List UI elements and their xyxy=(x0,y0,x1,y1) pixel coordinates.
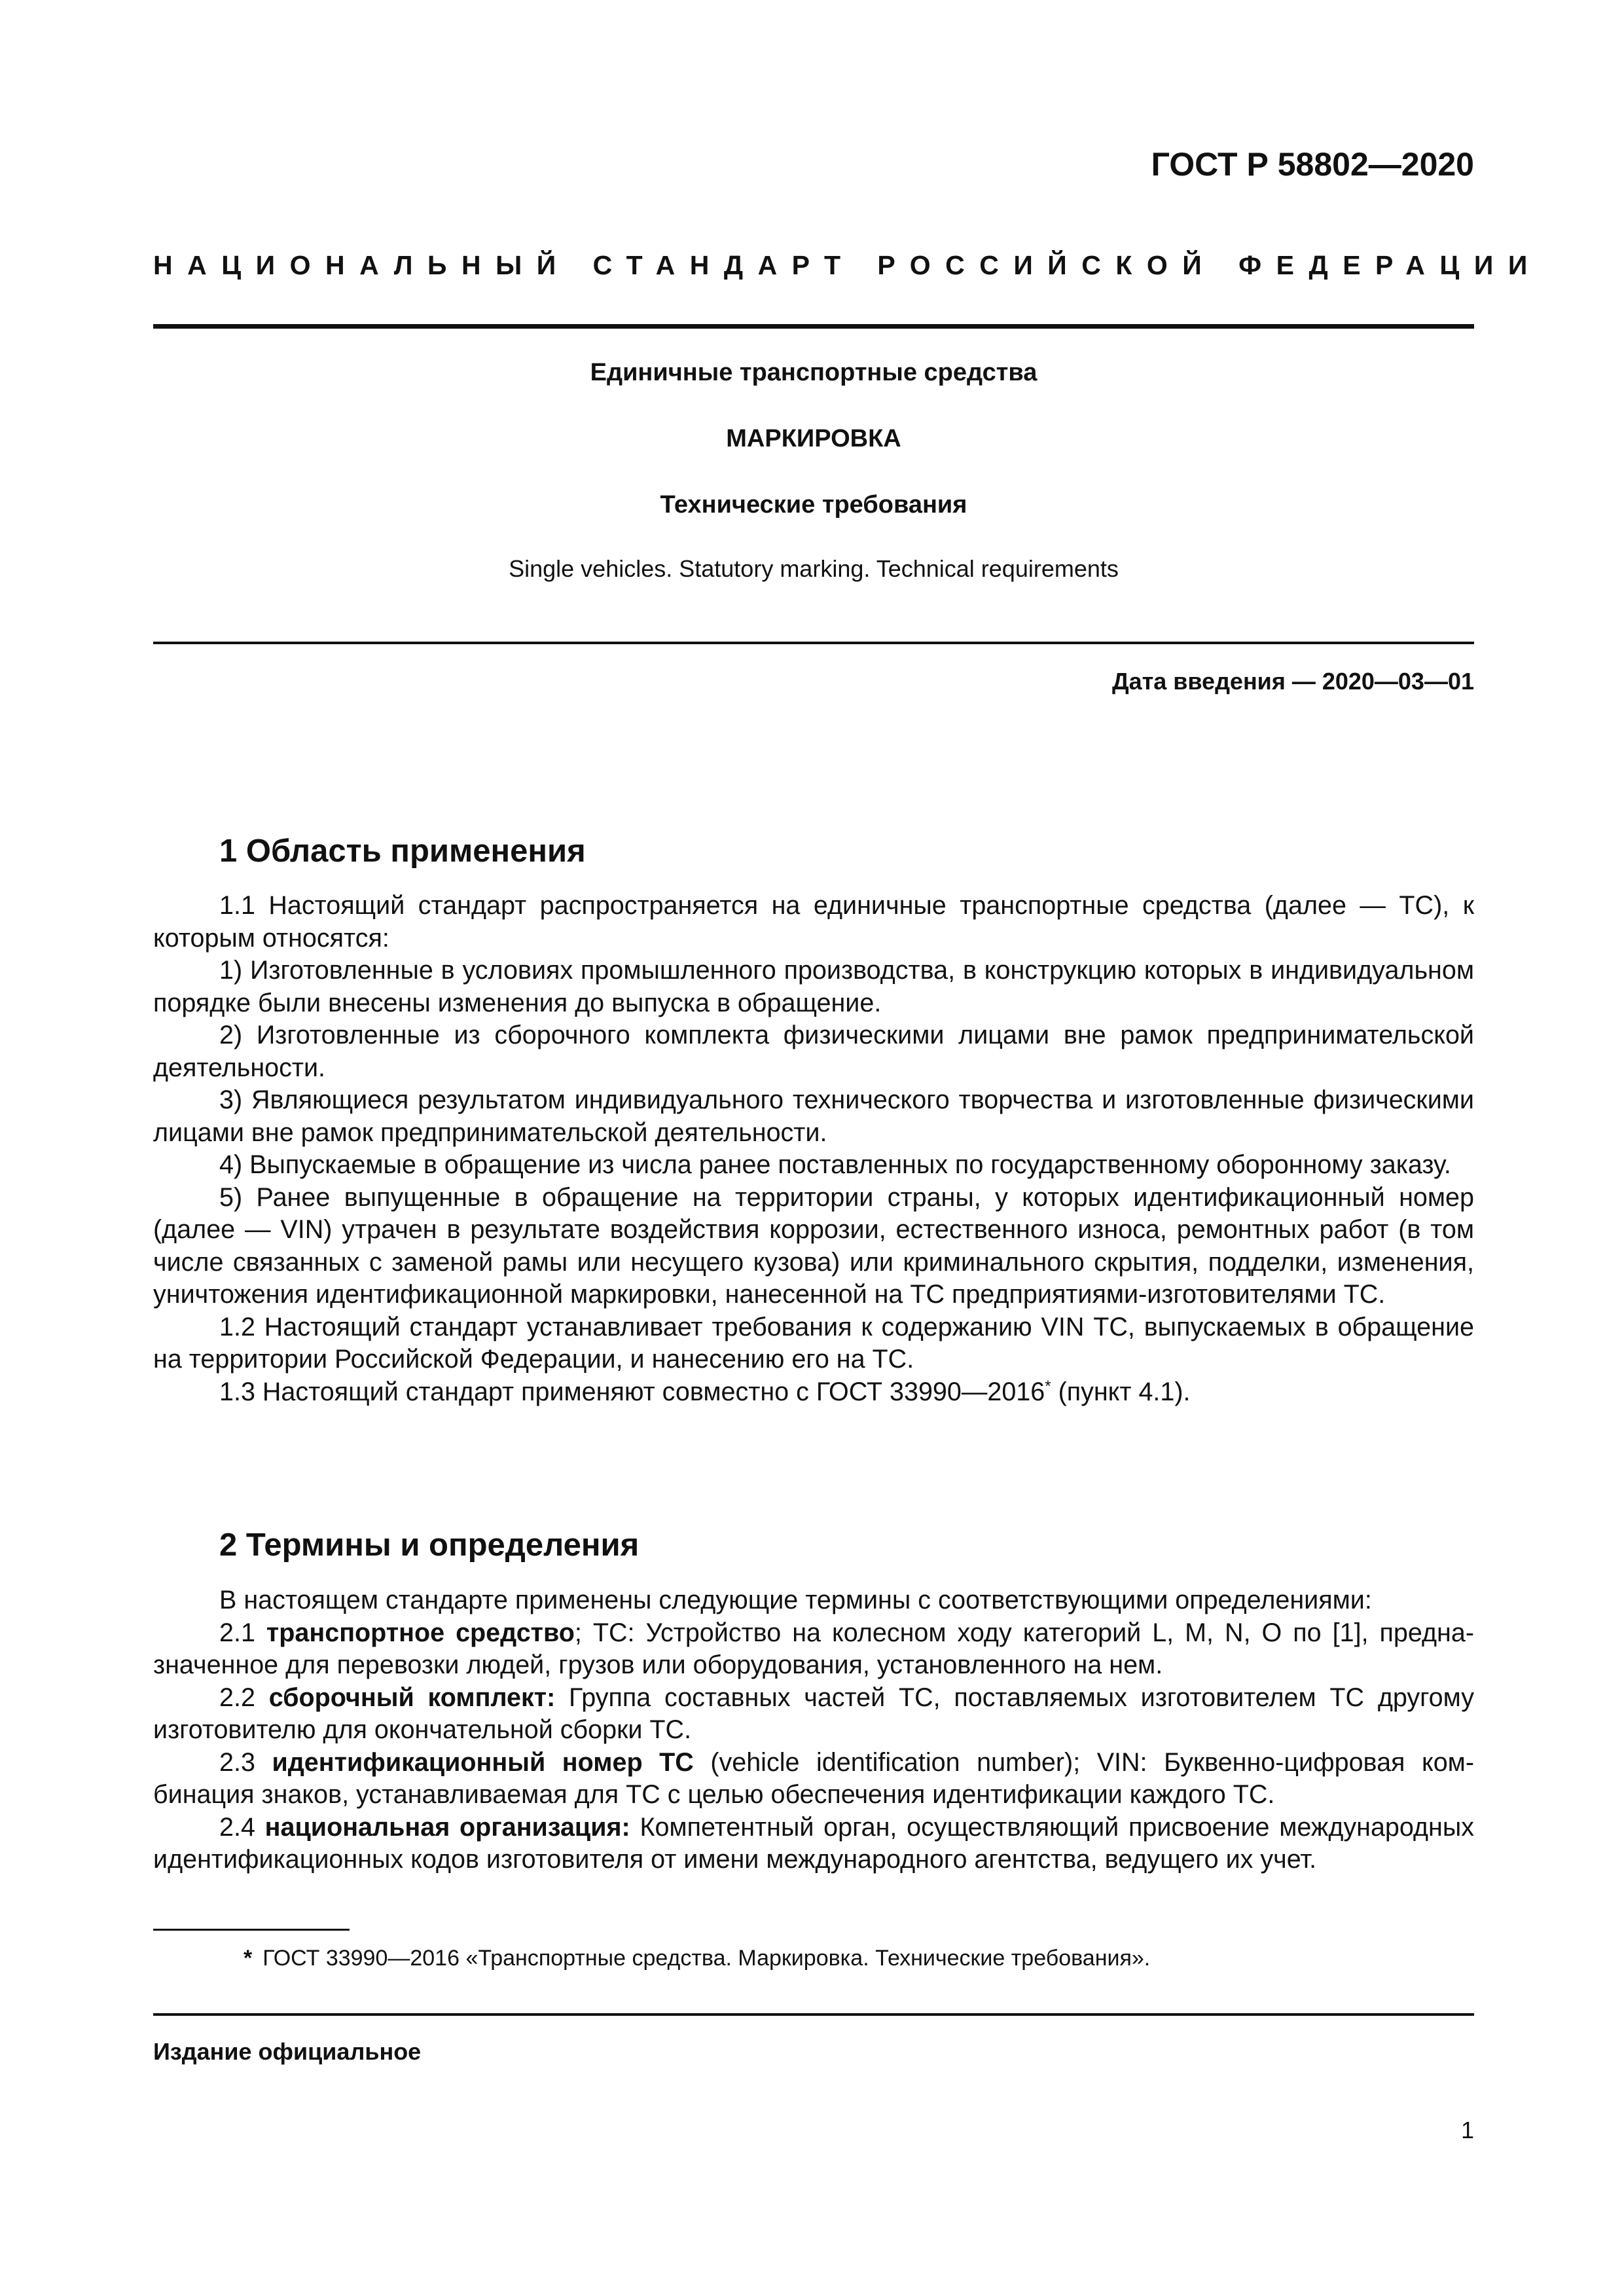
footnote-text: ГОСТ 33990—2016 «Транспортные средства. Маркировка. Технические требования». xyxy=(262,1946,1151,1971)
term-2-4-term: национальная организация: xyxy=(264,1812,630,1842)
clause-1-3-text: 1.3 Настоящий стандарт применяют совместно с ГОСТ 33990—2016 xyxy=(219,1377,1045,1406)
gost-number: ГОСТ Р 58802—2020 xyxy=(1151,146,1474,183)
clause-1-1-item-4: 4) Выпускаемые в обращение из числа ранее поставленных по государственному оборонному заказу. xyxy=(219,1150,1451,1179)
footnote-mark: * xyxy=(244,1946,253,1971)
title-english: Single vehicles. Statutory marking. Technical requirements xyxy=(509,555,1119,582)
term-2-3-number: 2.3 xyxy=(219,1747,272,1777)
footer-divider xyxy=(153,2013,1474,2016)
term-2-4 xyxy=(153,1812,1474,1876)
footnote xyxy=(244,1946,1150,1971)
section-2-heading: 2 Термины и определения xyxy=(219,1527,640,1563)
term-2-3 xyxy=(153,1747,1474,1812)
clause-1-3-tail: (пункт 4.1). xyxy=(1051,1377,1191,1406)
section-1-heading: 1 Область применения xyxy=(219,833,586,869)
title-line-2: МАРКИРОВКА xyxy=(726,425,901,452)
term-2-1-definition: ; ТС: Устройство на колесном ходу категорий L, M, N, O по [1], предназначенное для перевозки людей, грузов или оборудования, установленного на нем. xyxy=(153,1618,1474,1679)
section-1-body xyxy=(153,890,1474,1408)
title-line-3: Технические требования xyxy=(660,491,967,519)
term-2-2 xyxy=(153,1682,1474,1747)
clause-1-1-item-5: 5) Ранее выпущенные в обращение на территории страны, у которых идентификационный номер (далее — VIN) утрачен в результате воздействия коррозии, естественного износа, ремонтных работ (в том числе связанных с заменой рамы или несущего кузова) или криминального скрытия, подделки, изменения, уничтожения идентификационной маркировки, нанесенной на ТС предприятиями-изготовителями ТС. xyxy=(153,1182,1474,1309)
clause-1-3 xyxy=(153,1376,1474,1409)
term-2-4-number: 2.4 xyxy=(219,1812,265,1842)
official-edition-label: Издание официальное xyxy=(153,2038,422,2065)
term-2-4-definition: Компетентный орган, осуществляющий присвоение международных идентификационных кодов изготовителя от имени международного агентства, ведущего их учет. xyxy=(153,1812,1474,1874)
section-2-intro: В настоящем стандарте применены следующие термины с соответствующими определениями: xyxy=(219,1586,1372,1614)
clause-1-1-item-3: 3) Являющиеся результатом индивидуального технического творчества и изготовленные физическими лицами вне рамок предпринимательской деятельности. xyxy=(153,1085,1474,1147)
term-2-1 xyxy=(153,1617,1474,1682)
term-2-2-number: 2.2 xyxy=(219,1683,269,1712)
clause-1-2: 1.2 Настоящий стандарт устанавливает требования к содержанию VIN ТС, выпускаемых в обращение на территории Российской Федерации, и нанесению его на ТС. xyxy=(153,1312,1474,1374)
term-2-2-definition: Группа составных частей ТС, поставляемых изготовителем ТС другому изготовителю для окончательной сборки ТС. xyxy=(153,1683,1474,1744)
term-2-2-term: сборочный комплект: xyxy=(268,1683,556,1712)
introduction-date: Дата введения — 2020—03—01 xyxy=(1111,668,1474,695)
clause-1-1-item-1: 1) Изготовленные в условиях промышленного производства, в конструкцию которых в индивидуальном порядке были внесены изменения до выпуска в обращение. xyxy=(153,956,1474,1017)
term-2-1-number: 2.1 xyxy=(219,1618,266,1647)
section-2-body xyxy=(153,1584,1474,1876)
clause-1-1-item-2: 2) Изготовленные из сборочного комплекта физическими лицами вне рамок предпринимательской деятельности. xyxy=(153,1021,1474,1082)
header-divider xyxy=(153,324,1474,329)
national-standard-banner: НАЦИОНАЛЬНЫЙ СТАНДАРТ РОССИЙСКОЙ ФЕДЕРАЦИИ xyxy=(153,250,1542,280)
term-2-1-term: транспортное средство xyxy=(266,1618,575,1647)
title-line-1: Единичные транспортные средства xyxy=(590,359,1038,386)
clause-1-1: 1.1 Настоящий стандарт распространяется на единичные транспортные средства (далее — ТС), к которым относятся: xyxy=(153,891,1474,953)
footnote-reference: * xyxy=(1045,1377,1051,1395)
term-2-3-definition: (vehicle identification number); VIN: Буквенно-цифровая комбинация знаков, устанавливаемая для ТС с целью обеспечения идентификации каждого ТС. xyxy=(153,1747,1474,1809)
page-number: 1 xyxy=(1460,2117,1474,2143)
title-divider xyxy=(153,642,1474,644)
footnote-separator xyxy=(153,1929,350,1931)
term-2-3-term: идентификационный номер ТС xyxy=(272,1747,694,1777)
